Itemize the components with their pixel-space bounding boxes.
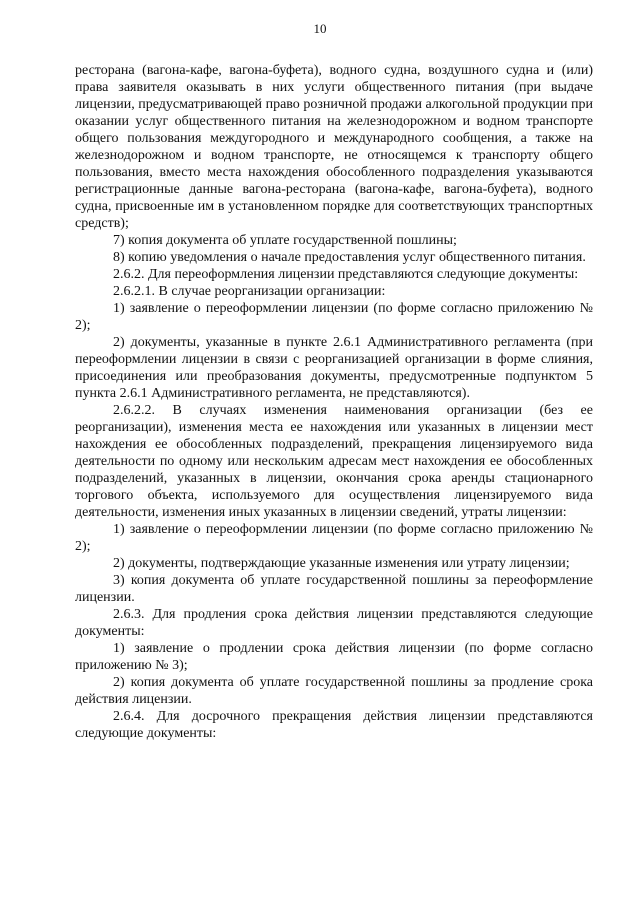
paragraph-2-6-2-1-item-2: 2) документы, указанные в пункте 2.6.1 Административного регламента (при переоформлении лицензии в связи с реорганизацией организации в форме слияния, присоединения или преобразования документы, предусмотренные подпунктом 5 пункта 2.6.1 Административного регламента, не представляются). xyxy=(75,335,593,401)
paragraph-item-8: 8) копию уведомления о начале предоставления услуг общественного питания. xyxy=(113,250,586,265)
paragraph-2-6-2-1-item-1: 1) заявление о переоформлении лицензии (по форме согласно приложению № 2); xyxy=(75,301,593,333)
paragraph-2-6-3-item-1: 1) заявление о продлении срока действия лицензии (по форме согласно приложению № 3); xyxy=(75,641,593,673)
paragraph-2-6-2-2: 2.6.2.2. В случаях изменения наименования организации (без ее реорганизации), изменения места ее нахождения или указанных в лицензии мест нахождения ее обособленных подразделений, прекращения лицензируемого вида деятельности по одному или нескольким адресам мест нахождения ее обособленных подразделений, указанных в лицензии, окончания срока аренды стационарного торгового объекта, используемого для осуществления лицензируемого вида деятельности, изменения иных указанных в лицензии сведений, утраты лицензии: xyxy=(75,403,593,520)
paragraph-2-6-4: 2.6.4. Для досрочного прекращения действия лицензии представляются следующие документы: xyxy=(75,709,593,741)
paragraph-2-6-2-2-item-3: 3) копия документа об уплате государственной пошлины за переоформление лицензии. xyxy=(75,573,593,605)
paragraph-restaurant-continuation: ресторана (вагона-кафе, вагона-буфета), водного судна, воздушного судна и (или) права заявителя оказывать в них услуги общественного питания (при выдаче лицензии, предусматривающей право розничной продажи алкогольной продукции при оказании услуг общественного питания на железнодорожном и водном транспорте общего пользования междугородного и международного сообщения, а также на железнодорожном и водном транспорте, не относящемся к транспорту общего пользования, вместо места нахождения обособленного подразделения указываются регистрационные данные вагона-ресторана (вагона-кафе, вагона-буфета), водного судна, присвоенные им в установленном порядке для соответствующих транспортных средств); xyxy=(75,63,593,231)
paragraph-2-6-3-item-2: 2) копия документа об уплате государственной пошлины за продление срока действия лицензии. xyxy=(75,675,593,707)
document-body xyxy=(75,62,593,742)
paragraph-2-6-3: 2.6.3. Для продления срока действия лицензии представляются следующие документы: xyxy=(75,607,593,639)
paragraph-2-6-2: 2.6.2. Для переоформления лицензии представляются следующие документы: xyxy=(113,267,579,282)
paragraph-2-6-2-2-item-2: 2) документы, подтверждающие указанные изменения или утрату лицензии; xyxy=(113,556,570,571)
paragraph-2-6-2-2-item-1: 1) заявление о переоформлении лицензии (по форме согласно приложению № 2); xyxy=(75,522,593,554)
page-number: 10 xyxy=(313,21,327,36)
paragraph-item-7: 7) копия документа об уплате государственной пошлины; xyxy=(113,233,457,248)
paragraph-2-6-2-1: 2.6.2.1. В случае реорганизации организации: xyxy=(113,284,386,299)
